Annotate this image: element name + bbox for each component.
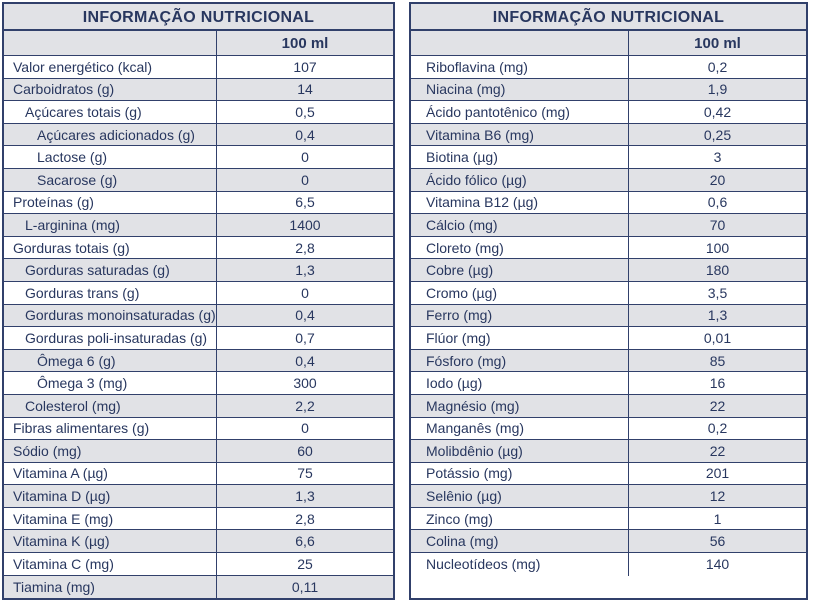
row-value: 0	[216, 146, 393, 168]
table-row	[411, 372, 806, 395]
row-value: 22	[628, 440, 806, 462]
row-value: 0,4	[216, 124, 393, 146]
row-label: Cálcio (mg)	[426, 216, 498, 233]
row-value: 0	[216, 169, 393, 191]
row-value: 0,2	[628, 56, 806, 78]
header-spacer	[4, 31, 216, 55]
row-label: Gorduras monoinsaturadas (g)	[25, 307, 216, 324]
table-title: INFORMAÇÃO NUTRICIONAL	[4, 4, 393, 31]
table-row	[4, 395, 393, 418]
row-value: 1,3	[216, 485, 393, 507]
table-row	[4, 214, 393, 237]
table-row	[411, 350, 806, 373]
row-value: 20	[628, 169, 806, 191]
row-label: Lactose (g)	[37, 149, 108, 166]
row-value: 25	[216, 553, 393, 575]
row-label: Flúor (mg)	[426, 329, 491, 346]
row-value: 85	[628, 350, 806, 372]
table-row	[411, 192, 806, 215]
table-row	[4, 418, 393, 441]
table-row	[411, 124, 806, 147]
row-value: 3	[628, 146, 806, 168]
row-value: 0	[216, 418, 393, 440]
row-label: Açúcares totais (g)	[25, 103, 142, 120]
row-label: Vitamina C (mg)	[13, 555, 114, 572]
row-value: 1	[628, 508, 806, 530]
row-value: 2,8	[216, 508, 393, 530]
row-value: 2,8	[216, 237, 393, 259]
row-label: Vitamina A (µg)	[13, 465, 108, 482]
row-label: Ômega 3 (mg)	[37, 375, 128, 392]
table-row	[411, 305, 806, 328]
table-row	[4, 146, 393, 169]
row-value: 3,5	[628, 282, 806, 304]
table-row	[4, 56, 393, 79]
table-row	[4, 576, 393, 599]
row-label: Carboidratos (g)	[13, 81, 115, 98]
row-label: Nucleotídeos (mg)	[426, 556, 541, 573]
row-label: Potássio (mg)	[426, 465, 513, 482]
row-label: Cloreto (mg)	[426, 239, 504, 256]
row-value: 1,3	[216, 259, 393, 281]
table-row	[4, 327, 393, 350]
row-label: Iodo (µg)	[426, 375, 483, 392]
row-value: 0,01	[628, 327, 806, 349]
row-value: 0,4	[216, 305, 393, 327]
row-value: 6,6	[216, 530, 393, 552]
table-row	[4, 124, 393, 147]
row-label: Magnésio (mg)	[426, 397, 520, 414]
row-label: Vitamina E (mg)	[13, 510, 114, 527]
table-row	[411, 214, 806, 237]
table-row	[411, 485, 806, 508]
row-label: Vitamina B12 (µg)	[426, 194, 539, 211]
row-label: Riboflavina (mg)	[426, 58, 528, 75]
row-label: Niacina (mg)	[426, 81, 506, 98]
row-label: L-arginina (mg)	[25, 216, 120, 233]
table-row	[411, 169, 806, 192]
row-value: 100	[628, 237, 806, 259]
table-row	[411, 440, 806, 463]
row-label: Ômega 6 (g)	[37, 352, 116, 369]
table-row	[4, 259, 393, 282]
table-row	[4, 463, 393, 486]
column-header-100ml: 100 ml	[628, 31, 806, 55]
row-label: Proteínas (g)	[13, 194, 94, 211]
table-row	[411, 463, 806, 486]
row-label: Ácido fólico (µg)	[426, 171, 527, 188]
table-row	[411, 553, 806, 576]
table-row	[4, 79, 393, 102]
row-label: Gorduras poli-insaturadas (g)	[25, 329, 208, 346]
table-row	[4, 485, 393, 508]
row-label: Molibdênio (µg)	[426, 442, 523, 459]
row-label: Vitamina D (µg)	[13, 488, 111, 505]
table-row	[4, 169, 393, 192]
row-label: Selênio (µg)	[426, 488, 502, 505]
row-label: Manganês (mg)	[426, 420, 525, 437]
row-value: 56	[628, 530, 806, 552]
row-label: Ferro (mg)	[426, 307, 493, 324]
row-label: Cobre (µg)	[426, 262, 494, 279]
row-value: 0,6	[628, 192, 806, 214]
row-label: Tiamina (mg)	[13, 578, 95, 595]
row-label: Gorduras trans (g)	[25, 284, 140, 301]
row-label: Gorduras totais (g)	[13, 239, 130, 256]
row-value: 14	[216, 79, 393, 101]
nutrition-table-left	[2, 2, 395, 600]
row-value: 1,3	[628, 305, 806, 327]
row-value: 201	[628, 463, 806, 485]
table-row	[4, 350, 393, 373]
table-row	[4, 440, 393, 463]
row-value: 300	[216, 372, 393, 394]
row-value: 1,9	[628, 79, 806, 101]
table-row	[411, 508, 806, 531]
table-row	[411, 146, 806, 169]
table-row	[411, 530, 806, 553]
table-row	[411, 56, 806, 79]
row-value: 6,5	[216, 192, 393, 214]
row-value: 107	[216, 56, 393, 78]
row-value: 0,11	[216, 576, 393, 599]
row-label: Sódio (mg)	[13, 442, 82, 459]
row-value: 0,5	[216, 101, 393, 123]
nutrition-table-right	[409, 2, 808, 600]
row-value: 22	[628, 395, 806, 417]
table-row	[4, 305, 393, 328]
row-value: 0,25	[628, 124, 806, 146]
table-rows	[4, 56, 393, 598]
table-row	[4, 282, 393, 305]
row-value: 0	[216, 282, 393, 304]
row-label: Biotina (µg)	[426, 149, 498, 166]
row-label: Vitamina B6 (mg)	[426, 126, 534, 143]
row-label: Zinco (mg)	[426, 510, 493, 527]
row-value: 0,4	[216, 350, 393, 372]
row-value: 1400	[216, 214, 393, 236]
row-value: 60	[216, 440, 393, 462]
table-rows	[411, 56, 806, 576]
row-value: 0,2	[628, 418, 806, 440]
table-row	[4, 372, 393, 395]
row-value: 0,7	[216, 327, 393, 349]
table-row	[4, 192, 393, 215]
row-value: 0,42	[628, 101, 806, 123]
header-spacer	[411, 31, 628, 55]
table-row	[4, 530, 393, 553]
table-row	[411, 237, 806, 260]
row-label: Fibras alimentares (g)	[13, 420, 150, 437]
table-row	[4, 508, 393, 531]
table-row	[4, 237, 393, 260]
table-row	[4, 553, 393, 576]
row-value: 75	[216, 463, 393, 485]
row-label: Colesterol (mg)	[25, 397, 121, 414]
row-label: Ácido pantotênico (mg)	[426, 103, 570, 120]
table-row	[411, 395, 806, 418]
table-row	[411, 327, 806, 350]
column-header-100ml: 100 ml	[216, 31, 393, 55]
row-label: Fósforo (mg)	[426, 352, 507, 369]
row-label: Sacarose (g)	[37, 171, 118, 188]
table-row	[411, 418, 806, 441]
table-row	[4, 101, 393, 124]
row-value: 16	[628, 372, 806, 394]
table-row	[411, 282, 806, 305]
row-label: Gorduras saturadas (g)	[25, 262, 170, 279]
row-label: Colina (mg)	[426, 533, 499, 550]
row-value: 140	[628, 553, 806, 576]
row-value: 70	[628, 214, 806, 236]
row-value: 2,2	[216, 395, 393, 417]
row-label: Cromo (µg)	[426, 284, 498, 301]
row-label: Açúcares adicionados (g)	[37, 126, 195, 143]
row-label: Vitamina K (µg)	[13, 533, 110, 550]
table-row	[411, 101, 806, 124]
row-value: 12	[628, 485, 806, 507]
row-label: Valor energético (kcal)	[13, 58, 153, 75]
table-row	[411, 79, 806, 102]
column-header-row	[411, 31, 806, 56]
row-value: 180	[628, 259, 806, 281]
column-header-row	[4, 31, 393, 56]
table-row	[411, 259, 806, 282]
table-title: INFORMAÇÃO NUTRICIONAL	[411, 4, 806, 31]
